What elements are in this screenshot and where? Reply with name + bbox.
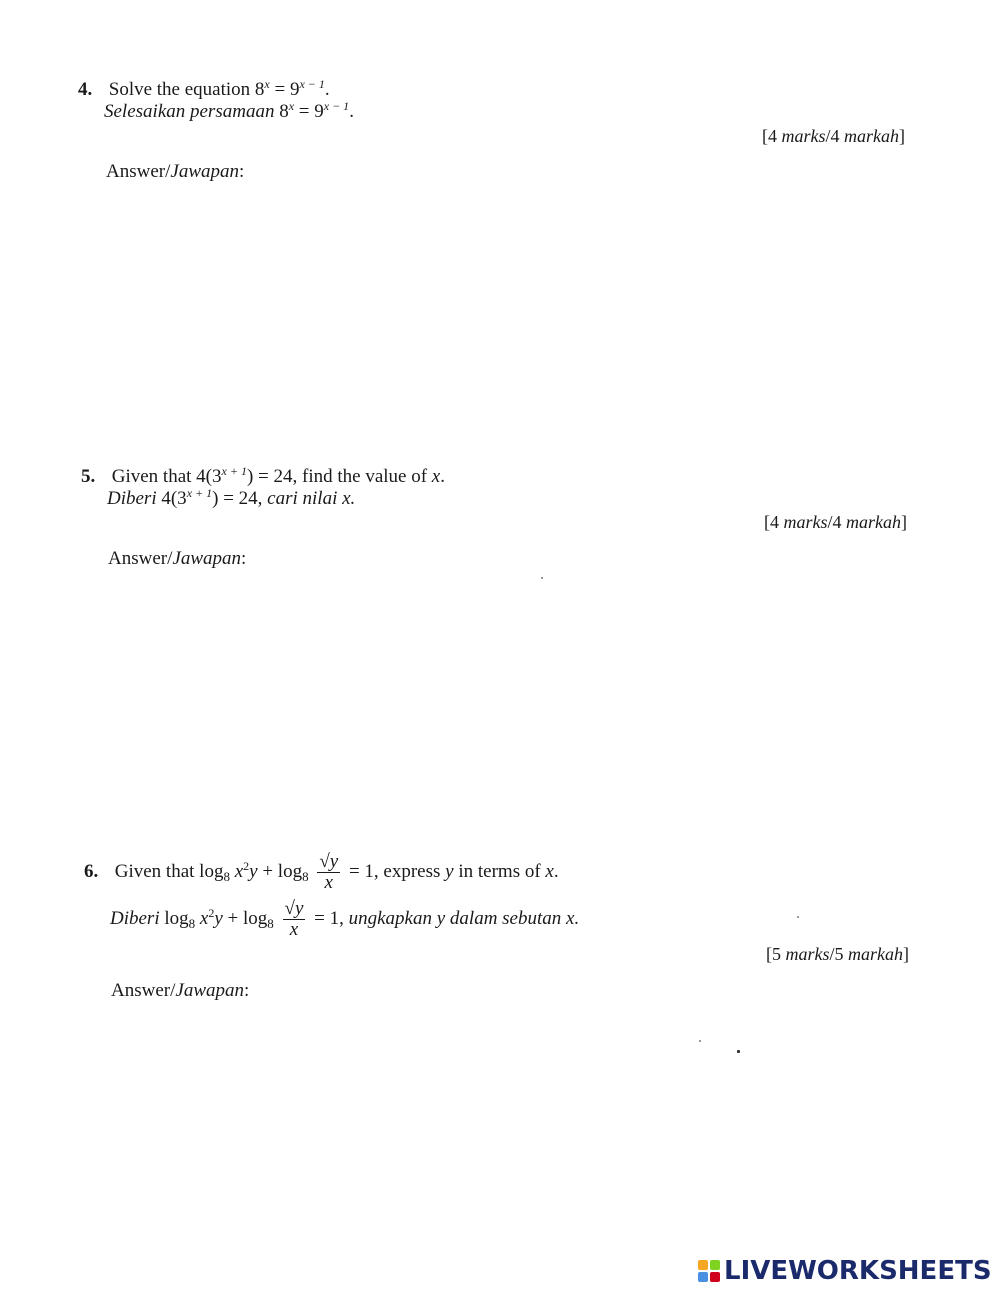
question-number: 5. <box>81 466 96 487</box>
question-4-answer-area[interactable] <box>100 190 920 450</box>
question-6-marks: [5 marks/5 markah] <box>766 944 910 964</box>
question-6-answer-area[interactable] <box>100 1010 920 1240</box>
scan-speck <box>541 577 543 579</box>
question-4-malay: Selesaikan persamaan $8^x = 9^{x - 1}$. <box>104 99 354 122</box>
question-5-answer-label: Answer/Jawapan: <box>108 548 247 569</box>
question-4-marks: [4 marks/4 markah] <box>762 126 906 146</box>
question-6-answer-label: Answer/Jawapan: <box>111 980 250 1001</box>
question-number: 6. <box>84 860 99 882</box>
scan-speck <box>699 1040 701 1042</box>
question-6-malay: Diberi $\log_8 x^2y + \log_8$ $\frac{√y}{x}$ = 1, ungkapkan y dalam sebutan x. <box>110 898 580 940</box>
question-5-marks: [4 marks/4 markah] <box>764 512 908 532</box>
question-5-malay: Diberi $4(3^{x + 1}) = 24$, cari nilai x. <box>107 486 356 509</box>
question-6-english: 6. Given that $\log_8 x^2y + \log_8$ $\frac{√y}{x}$ = 1, express y in terms of x. <box>84 851 559 893</box>
logo-square-v <box>698 1272 708 1282</box>
logo-square-l <box>698 1260 708 1270</box>
question-5 <box>81 466 445 510</box>
question-4-answer-label: Answer/Jawapan: <box>106 161 245 182</box>
liveworksheets-brand: LIVEWORKSHEETS <box>724 1256 992 1286</box>
fraction-sqrt-y-over-x: $\frac{√y}{x}$ <box>319 851 339 893</box>
fraction-sqrt-y-over-x: $\frac{√y}{x}$ <box>284 898 304 940</box>
liveworksheets-logo-icon <box>698 1260 720 1282</box>
question-5-english: 5. Given that $4(3^{x + 1}) = 24$, find the value of x. <box>81 464 445 487</box>
logo-square-i <box>710 1260 720 1270</box>
logo-square-e <box>710 1272 720 1282</box>
question-4 <box>78 79 354 123</box>
scan-speck <box>797 916 799 918</box>
question-number: 4. <box>78 79 93 100</box>
liveworksheets-logo[interactable] <box>698 1256 992 1286</box>
question-6 <box>84 852 579 940</box>
question-4-english: 4. Solve the equation $8^x = 9^{x - 1}$. <box>78 77 330 100</box>
scan-speck <box>737 1050 740 1053</box>
question-5-answer-area[interactable] <box>100 578 920 838</box>
